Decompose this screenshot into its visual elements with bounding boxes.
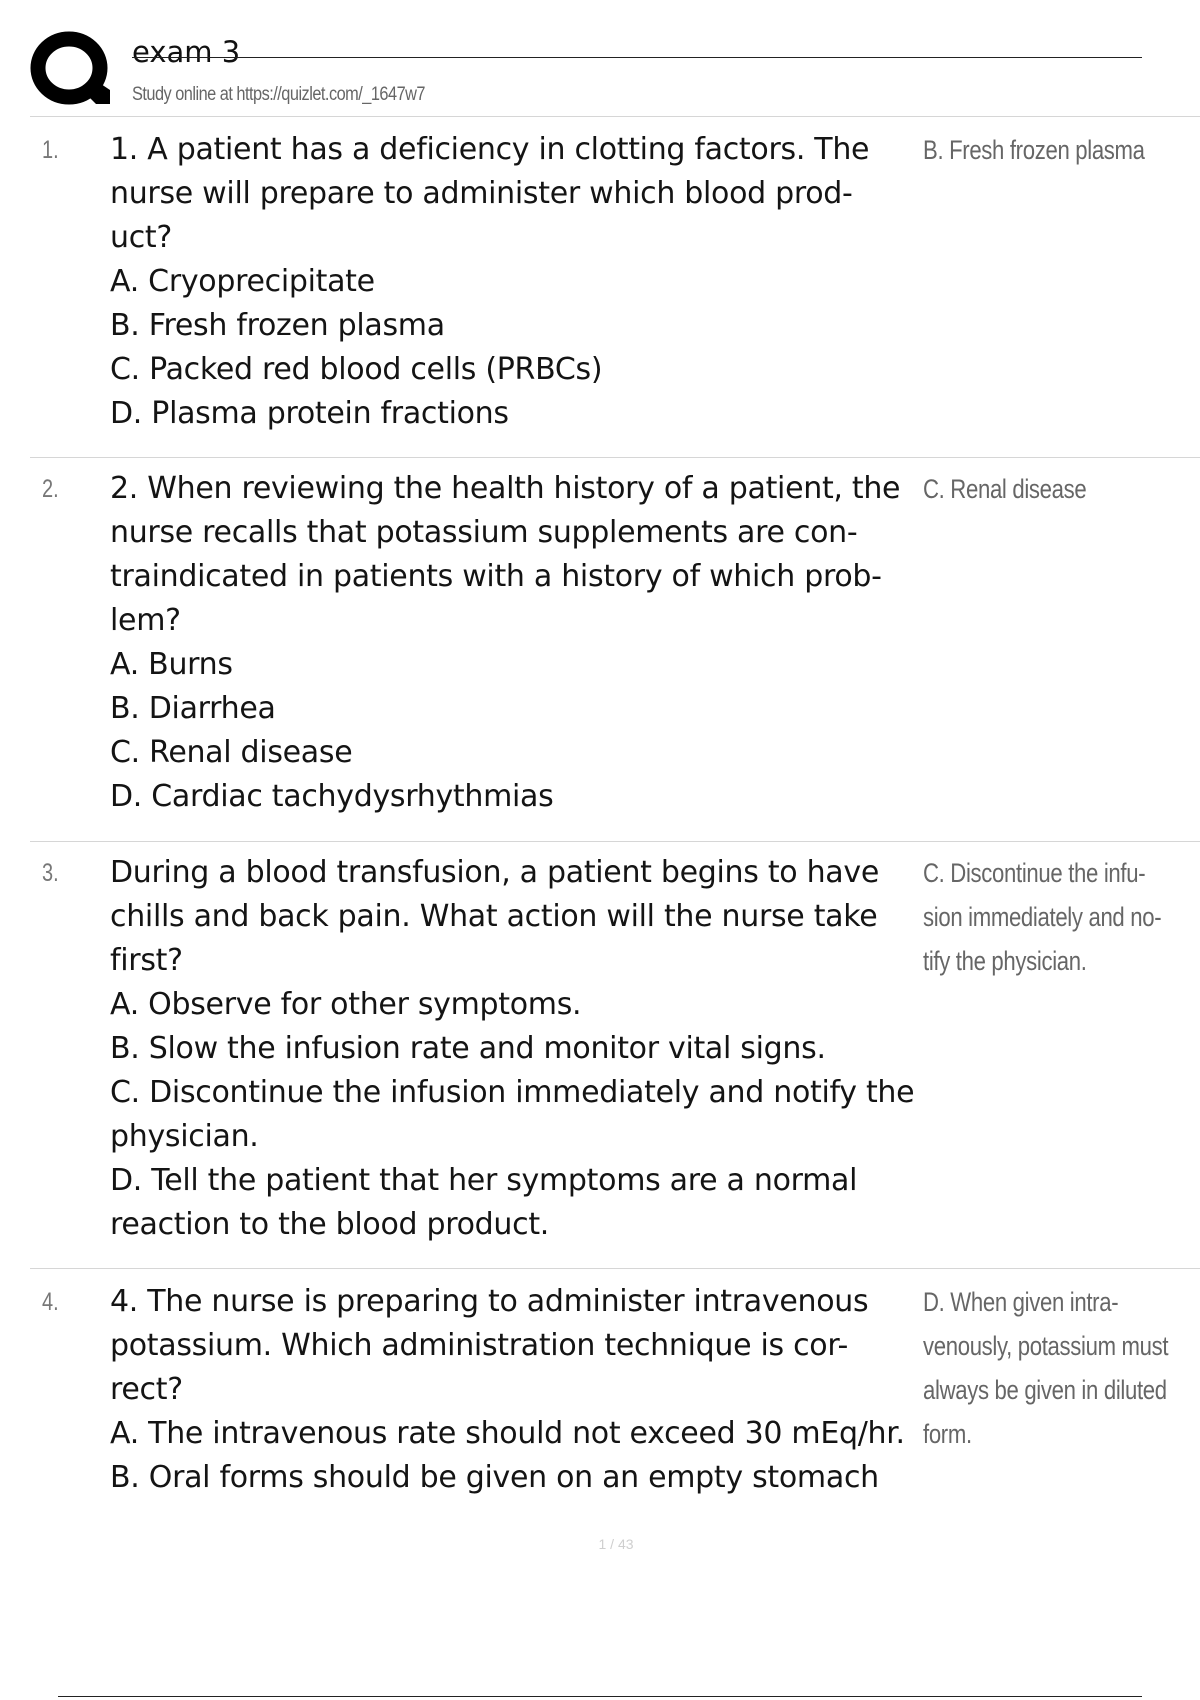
answer-line: form. bbox=[923, 1419, 972, 1449]
question-line: 4. The nurse is preparing to administer intravenous bbox=[110, 1284, 869, 1319]
question-line: potassium. Which administration technique is cor- bbox=[110, 1328, 848, 1363]
page-number: 1 / 43 bbox=[598, 1536, 634, 1552]
card-number: 2. bbox=[42, 475, 59, 503]
option-d: D. Cardiac tachydysrhythmias bbox=[110, 779, 554, 814]
footer-divider bbox=[58, 1696, 1142, 1697]
option-d: D. Plasma protein fractions bbox=[110, 396, 509, 431]
question-line: rect? bbox=[110, 1372, 183, 1407]
option-d-continued: reaction to the blood product. bbox=[110, 1207, 550, 1242]
answer-line: venously, potassium must bbox=[923, 1331, 1169, 1361]
option-c-continued: physician. bbox=[110, 1119, 259, 1154]
flashcard-3 bbox=[30, 851, 1200, 1269]
quizlet-logo-icon bbox=[30, 30, 112, 110]
card-question bbox=[110, 467, 950, 819]
answer-line: B. Fresh frozen plasma bbox=[923, 135, 1145, 165]
document-title: exam 3 bbox=[132, 35, 241, 69]
card-answer bbox=[923, 1280, 1169, 1456]
card-question bbox=[110, 128, 950, 436]
option-b: B. Oral forms should be given on an empty stomach bbox=[110, 1460, 879, 1495]
option-a: A. Cryoprecipitate bbox=[110, 264, 375, 299]
question-line: chills and back pain. What action will the nurse take bbox=[110, 899, 878, 934]
flashcard-1 bbox=[30, 128, 1200, 458]
option-a: A. Observe for other symptoms. bbox=[110, 987, 582, 1022]
card-number: 4. bbox=[42, 1288, 59, 1316]
answer-line: D. When given intra- bbox=[923, 1287, 1119, 1317]
answer-line: sion immediately and no- bbox=[923, 902, 1162, 932]
answer-line: C. Discontinue the infu- bbox=[923, 858, 1146, 888]
card-question bbox=[110, 851, 950, 1247]
flashcard-2 bbox=[30, 467, 1200, 842]
option-d: D. Tell the patient that her symptoms are a normal bbox=[110, 1163, 858, 1198]
title-underline bbox=[132, 57, 1142, 58]
card-divider bbox=[30, 841, 1200, 842]
option-b: B. Slow the infusion rate and monitor vital signs. bbox=[110, 1031, 826, 1066]
card-question bbox=[110, 1280, 950, 1500]
question-line: 1. A patient has a deficiency in clotting factors. The bbox=[110, 132, 870, 167]
card-answer bbox=[923, 851, 1162, 983]
card-number: 1. bbox=[42, 136, 59, 164]
card-number: 3. bbox=[42, 859, 59, 887]
study-online-link[interactable]: Study online at https://quizlet.com/_1647w7 bbox=[132, 84, 426, 105]
question-line: traindicated in patients with a history of which prob- bbox=[110, 559, 882, 594]
answer-line: tify the physician. bbox=[923, 946, 1087, 976]
flashcard-4 bbox=[30, 1280, 1200, 1510]
question-line: lem? bbox=[110, 603, 181, 638]
card-answer bbox=[923, 128, 1153, 172]
option-c: C. Renal disease bbox=[110, 735, 353, 770]
option-c: C. Packed red blood cells (PRBCs) bbox=[110, 352, 603, 387]
card-divider bbox=[30, 1268, 1200, 1269]
question-line: first? bbox=[110, 943, 183, 978]
question-line: nurse will prepare to administer which blood prod- bbox=[110, 176, 853, 211]
option-a: A. Burns bbox=[110, 647, 233, 682]
answer-line: always be given in diluted bbox=[923, 1375, 1167, 1405]
option-a: A. The intravenous rate should not exceed 30 mEq/hr. bbox=[110, 1416, 905, 1451]
question-line: During a blood transfusion, a patient begins to have bbox=[110, 855, 880, 890]
option-c: C. Discontinue the infusion immediately and notify the bbox=[110, 1075, 915, 1110]
card-divider bbox=[30, 457, 1200, 458]
option-b: B. Fresh frozen plasma bbox=[110, 308, 445, 343]
option-b: B. Diarrhea bbox=[110, 691, 276, 726]
card-answer bbox=[923, 467, 1153, 511]
answer-line: C. Renal disease bbox=[923, 474, 1087, 504]
question-line: 2. When reviewing the health history of a patient, the bbox=[110, 471, 901, 506]
header-divider bbox=[30, 116, 1200, 117]
question-line: uct? bbox=[110, 220, 172, 255]
question-line: nurse recalls that potassium supplements are con- bbox=[110, 515, 858, 550]
